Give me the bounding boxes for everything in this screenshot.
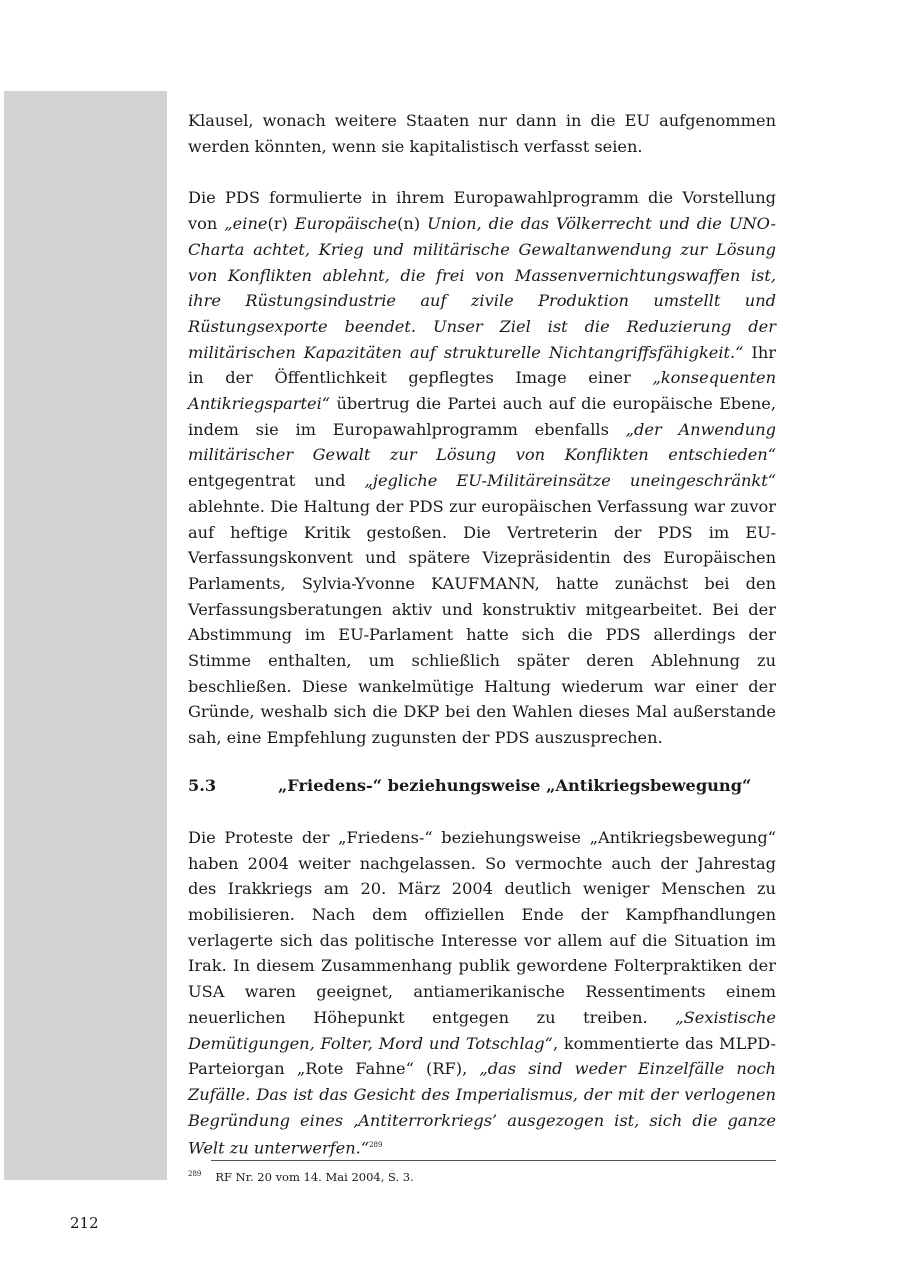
body-text — [188, 108, 776, 1161]
italic-run: „Sexistische Demütigungen, Folter, Mord und Totschlag“ — [188, 1007, 776, 1053]
section-number: 5.3 — [188, 775, 217, 795]
text-run: Ihr in der Öffentlichkeit gepflegtes Image einer — [188, 342, 776, 388]
italic-run: „das sind weder Einzelfälle noch Zufälle. Das ist das Gesicht des Imperialismus, der mit der verlogenen Begründung eines ‚Antiterrorkriegs’ ausgezogen ist, sich die ganze Welt zu unterwerfen.“ — [188, 1059, 776, 1158]
margin-bar — [4, 91, 167, 1180]
text-run: , kommentierte das MLPD-Parteiorgan „Rote Fahne“ (RF), — [188, 1033, 776, 1079]
footnote-divider — [211, 1160, 776, 1161]
text-run: Die PDS formulierte in ihrem Europawahlprogramm die Vorstellung von — [188, 188, 776, 234]
text-run: übertrug die Partei auch auf die europäische Ebene, indem sie im Europawahlprogramm ebenfalls — [188, 394, 776, 439]
text-run: entgegentrat und — [188, 471, 365, 491]
italic-run: Europäische — [294, 214, 398, 234]
text-run: (n) — [397, 214, 428, 234]
section-heading — [188, 773, 776, 799]
paragraph — [188, 108, 776, 159]
italic-run: „eine — [224, 214, 268, 234]
paragraph-gap — [188, 159, 776, 185]
footnote — [188, 1165, 776, 1186]
text-run: ablehnte. Die Haltung der PDS zur europäischen Verfassung war zuvor auf heftige Kritik gestoßen. Die Vertreterin der PDS im EU-Verfassungskonvent und spätere Vizepräsidentin des Europäischen Parlaments, Sylvia-Yvonne KAUFMANN, hatte zunächst bei den Verfassungsberatungen aktiv und konstruktiv mitgearbeitet. Bei der Abstimmung im EU-Parlament hatte sich die PDS allerdings der Stimme enthalten, um schließlich später deren Ablehnung zu beschließen. Diese wankelmütige Haltung wiederum war einer der Gründe, weshalb sich die DKP bei den Wahlen dieses Mal außerstande sah, eine Empfehlung zugunsten der PDS auszusprechen. — [188, 496, 776, 748]
page-number: 212 — [70, 1214, 99, 1232]
footnote-reference[interactable]: 289 — [369, 1141, 383, 1150]
paragraph — [188, 185, 776, 750]
text-run: Klausel, wonach weitere Staaten nur dann in die EU aufgenommen werden könnten, wenn sie kapitalistisch verfasst seien. — [188, 111, 776, 156]
footnote-text: RF Nr. 20 vom 14. Mai 2004, S. 3. — [215, 1169, 414, 1184]
paragraph-runs — [188, 828, 776, 1158]
italic-run: „konsequenten Antikriegspartei“ — [188, 368, 776, 414]
section-title: „Friedens-“ beziehungsweise „Antikriegsbewegung“ — [278, 775, 752, 795]
text-run: Die Proteste der „Friedens-“ beziehungsweise „Antikriegsbewegung“ haben 2004 weiter nachgelassen. So vermochte auch der Jahrestag des Irakkriegs am 20. März 2004 deutlich weniger Menschen zu mobilisieren. Nach dem offiziellen Ende der Kampfhandlungen verlagerte sich das politische Interesse vor allem auf die Situation im Irak. In diesem Zusammenhang publik gewordene Folterpraktiken der USA waren geeignet, antiamerikanische Ressentiments einem neuerlichen Höhepunkt entgegen zu treiben. — [188, 827, 776, 1027]
italic-run: „der Anwendung militärischer Gewalt zur Lösung von Konflikten entschieden“ — [188, 419, 777, 465]
italic-run: Union, die das Völkerrecht und die UNO-Charta achtet, Krieg und militärische Gewaltanwendung zur Lösung von Konflikten ablehnt, die frei von Massenvernichtungswaffen ist, ihre Rüstungsindustrie auf zivile Produktion umstellt und Rüstungsexporte beendet. Unser Ziel ist die Reduzierung der militärischen Kapazitäten auf strukturelle Nichtangriffsfähigkeit.“ — [188, 214, 776, 362]
footnote-number: 289 — [188, 1170, 202, 1178]
italic-run: „jegliche EU-Militäreinsätze uneingeschränkt“ — [364, 471, 776, 491]
paragraph — [188, 825, 776, 1162]
text-run: (r) — [267, 214, 295, 234]
